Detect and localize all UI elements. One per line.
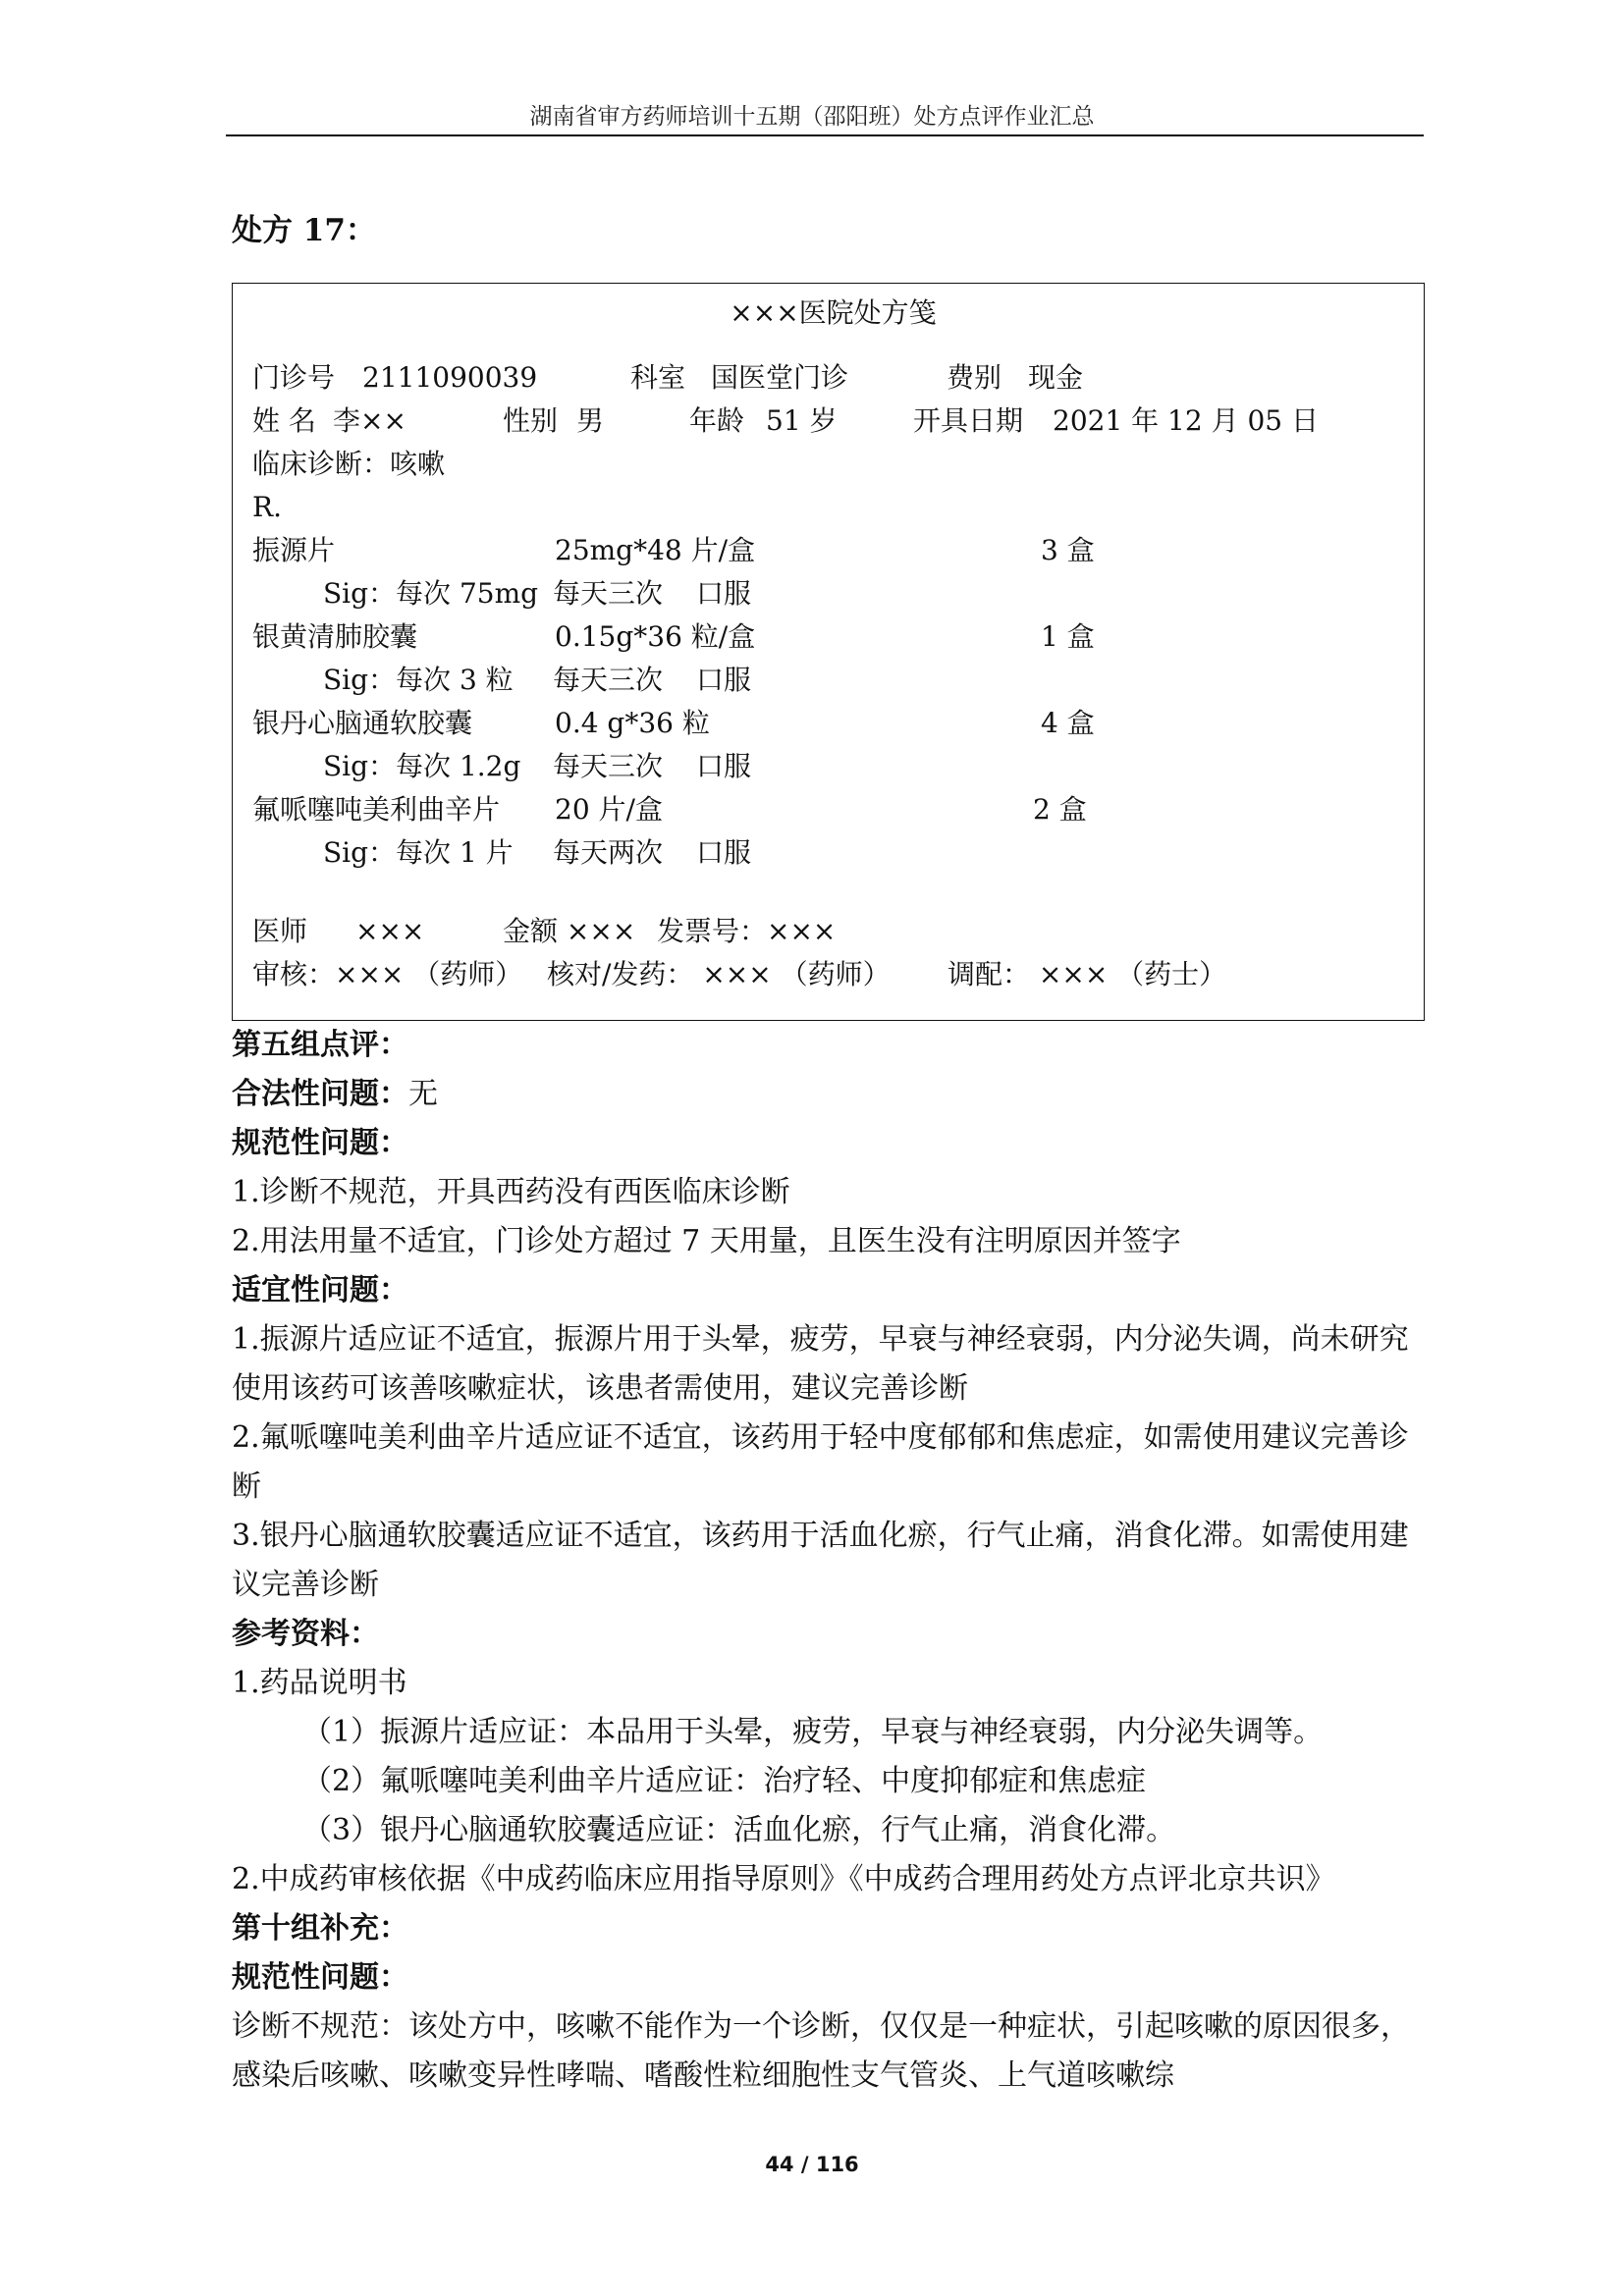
clinic-no: 2111090039	[362, 361, 538, 394]
dispense: 调配： ××× （药士）	[947, 958, 1227, 990]
fee-label: 费别	[947, 361, 1002, 394]
drug-row: 氟哌噻吨美利曲辛片 20 片/盒 2 盒	[252, 793, 1087, 826]
appropriateness-item: 1.振源片适应证不适宜，振源片用于头晕，疲劳，早衰与神经衰弱，内分泌失调，尚未研究使用该药可该善咳嗽症状，该患者需使用，建议完善诊断	[232, 1322, 1409, 1406]
check: 核对/发药： ××× （药师）	[547, 958, 891, 990]
date: 2021 年 12 月 05 日	[1053, 404, 1320, 437]
legality-line: 合法性问题：无	[232, 1077, 438, 1111]
sex: 男	[576, 404, 605, 437]
norm-label: 规范性问题：	[232, 1126, 408, 1160]
prescription-slip	[232, 283, 1425, 1021]
group5-title: 第五组点评：	[232, 1028, 408, 1062]
appropriateness-label: 适宜性问题：	[232, 1273, 408, 1308]
diagnosis: 临床诊断：咳嗽	[252, 448, 446, 480]
drug-sig-row: Sig：每次 1 片 每天两次 口服	[323, 836, 752, 869]
name-label: 姓 名	[252, 404, 316, 437]
group10-title: 第十组补充：	[232, 1911, 408, 1946]
drug-sig-row: Sig：每次 3 粒 每天三次 口服	[323, 664, 752, 696]
doctor-label: 医师	[252, 915, 308, 947]
reference-sub: （1）振源片适应证：本品用于头晕，疲劳，早衰与神经衰弱，内分泌失调等。	[302, 1715, 1324, 1749]
drug-row: 银黄清肺胶囊 0.15g*36 粒/盒 1 盒	[252, 620, 1095, 653]
slip-title: ×××医院处方笺	[730, 296, 937, 329]
sex-label: 性别	[503, 404, 559, 437]
appropriateness-item: 2.氟哌噻吨美利曲辛片适应证不适宜，该药用于轻中度郁郁和焦虑症，如需使用建议完善诊断	[232, 1420, 1409, 1504]
slip-row-signatures	[252, 953, 1414, 996]
prescription-title: 处方 17：	[232, 213, 376, 248]
dept: 国医堂门诊	[711, 361, 849, 394]
drug-row: 银丹心脑通软胶囊 0.4 g*36 粒 4 盒	[252, 707, 1095, 739]
age-label: 年龄	[689, 404, 745, 437]
slip-row-patient	[252, 400, 1414, 443]
header-rule	[226, 134, 1424, 136]
drug-sig-row: Sig：每次 75mg 每天三次 口服	[323, 577, 752, 610]
group10-norm-label: 规范性问题：	[232, 1960, 408, 1995]
appropriateness-item: 3.银丹心脑通软胶囊适应证不适宜，该药用于活血化瘀，行气止痛，消食化滞。如需使用建议完善诊断	[232, 1519, 1409, 1602]
page-content	[232, 206, 1425, 2101]
reference-item: 1.药品说明书	[232, 1666, 407, 1700]
age: 51 岁	[766, 404, 838, 437]
group10-text: 诊断不规范：该处方中，咳嗽不能作为一个诊断，仅仅是一种症状，引起咳嗽的原因很多，感染后咳嗽、咳嗽变异性哮喘、嗜酸性粒细胞性支气管炎、上气道咳嗽综	[232, 2009, 1410, 2093]
reference-sub: （2）氟哌噻吨美利曲辛片适应证：治疗轻、中度抑郁症和焦虑症	[302, 1764, 1147, 1798]
reference-item: 2.中成药审核依据《中成药临床应用指导原则》《中成药合理用药处方点评北京共识》	[232, 1862, 1335, 1896]
running-header: 湖南省审方药师培训十五期（邵阳班）处方点评作业汇总	[529, 104, 1095, 130]
norm-item: 2.用法用量不适宜，门诊处方超过 7 天用量，且医生没有注明原因并签字	[232, 1224, 1181, 1258]
reference-label: 参考资料：	[232, 1617, 379, 1651]
patient-name: 李××	[333, 404, 406, 437]
slip-row-doctor	[252, 910, 1414, 953]
dept-label: 科室	[630, 361, 686, 394]
amount: 金额 ×××	[503, 915, 636, 947]
rx-symbol: R.	[252, 491, 282, 523]
clinic-no-label: 门诊号	[252, 361, 336, 394]
drug-sig-row: Sig：每次 1.2g 每天三次 口服	[323, 750, 752, 782]
doctor: ×××	[355, 915, 425, 947]
audit: 审核：××× （药师）	[252, 958, 523, 990]
page-number: 44 / 116	[765, 2153, 859, 2176]
fee: 现金	[1028, 361, 1084, 394]
norm-item: 1.诊断不规范，开具西药没有西医临床诊断	[232, 1175, 790, 1209]
invoice: 发票号：×××	[657, 915, 837, 947]
reference-sub: （3）银丹心脑通软胶囊适应证：活血化瘀，行气止痛，消食化滞。	[302, 1813, 1176, 1847]
date-label: 开具日期	[913, 404, 1024, 437]
review-section	[232, 1021, 1425, 2101]
slip-row-clinic	[252, 356, 1414, 400]
drug-row: 振源片 25mg*48 片/盒 3 盒	[252, 534, 1095, 566]
